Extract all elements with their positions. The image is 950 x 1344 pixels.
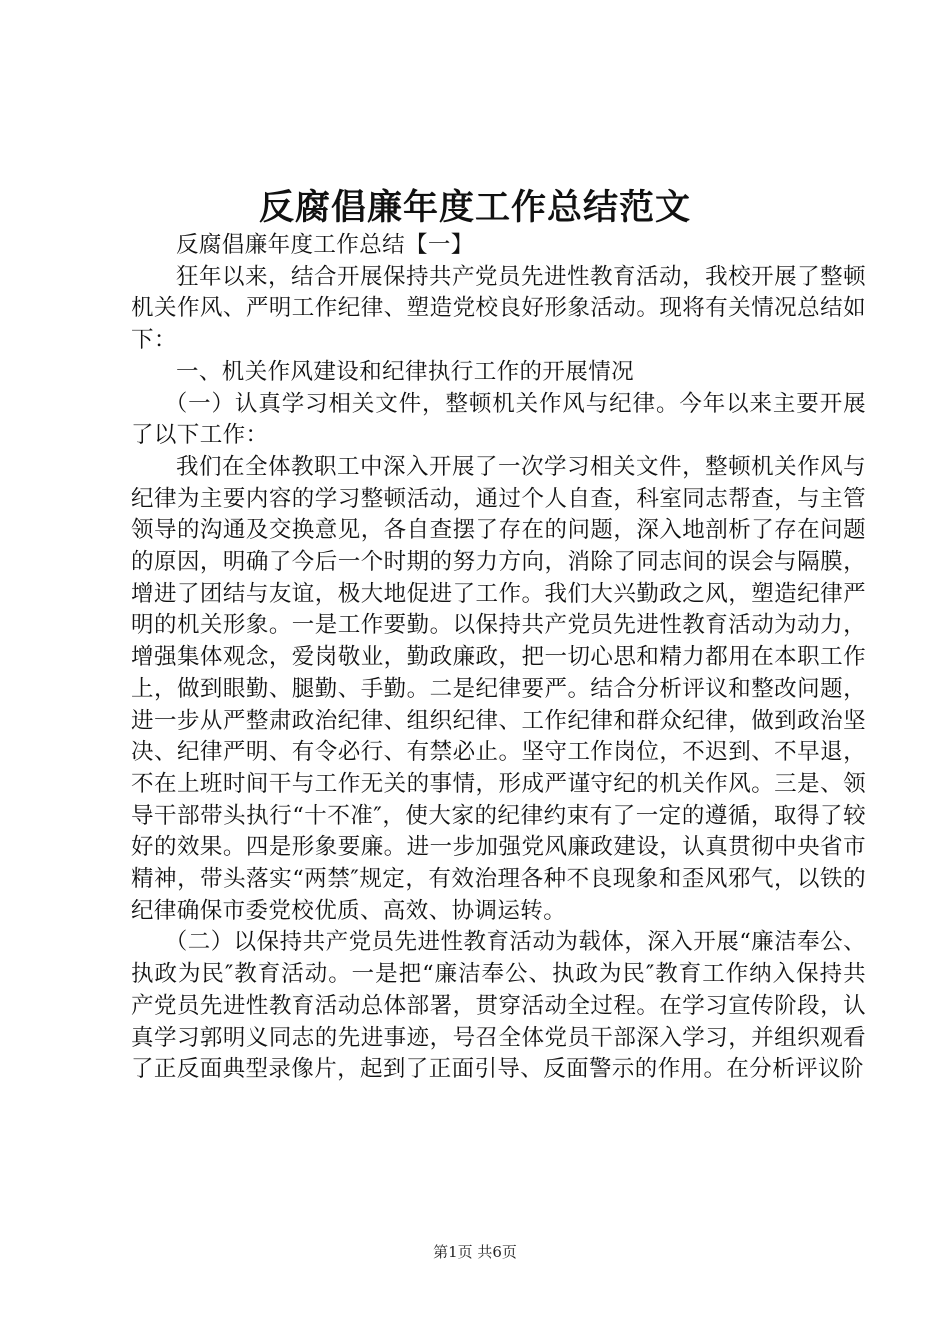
document-title: 反腐倡廉年度工作总结范文 — [258, 187, 691, 228]
subsection-heading: （一）认真学习相关文件，整顿机关作风与纪律。今年以来主要开展了以下工作： — [131, 390, 866, 449]
section-heading: 反腐倡廉年度工作总结【一】 — [176, 232, 474, 258]
intro-paragraph: 狂年以来，结合开展保持共产党员先进性教育活动，我校开展了整顿机关作风、严明工作纪律、塑造党校良好形象活动。现将有关情况总结如下： — [131, 263, 866, 354]
document-body — [131, 230, 866, 1086]
section-heading: 一、机关作风建设和纪律执行工作的开展情况 — [176, 358, 635, 385]
body-paragraph: 我们在全体教职工中深入开展了一次学习相关文件，整顿机关作风与纪律为主要内容的学习整顿活动，通过个人自查，科室同志帮查，与主管领导的沟通及交换意见，各自查摆了存在的问题，深入地剖析了存在问题的原因，明确了今后一个时期的努力方向，消除了同志间的误会与隔膜，增进了团结与友谊，极大地促进了工作。我们大兴勤政之风，塑造纪律严明的机关形象。一是工作要勤。以保持共产党员先进性教育活动为动力，增强集体观念，爱岗敬业，勤政廉政，把一切心思和精力都用在本职工作上，做到眼勤、腿勤、手勤。二是纪律要严。结合分析评议和整改问题，进一步从严整肃政治纪律、组织纪律、工作纪律和群众纪律，做到政治坚决、纪律严明、有令必行、有禁必止。坚守工作岗位，不迟到、不早退，不在上班时间干与工作无关的事情，形成严谨守纪的机关作风。三是、领导干部带头执行“十不准″，使大家的纪律约束有了一定的遵循，取得了较好的效果。四是形象要廉。进一步加强党风廉政建设，认真贯彻中央省市精神，带头落实“两禁″规定，有效治理各种不良现象和歪风邪气，以铁的纪律确保市委党校优质、高效、协调运转。 — [131, 453, 866, 924]
page-footer: 第1页 共6页 — [433, 1243, 517, 1261]
body-paragraph: （二）以保持共产党员先进性教育活动为载体，深入开展“廉洁奉公、执政为民″教育活动。一是把“廉洁奉公、执政为民″教育工作纳入保持共产党员先进性教育活动总体部署，贯穿活动全过程。在学习宣传阶段，认真学习郭明义同志的先进事迹，号召全体党员干部深入学习，并组织观看了正反面典型录像片，起到了正面引导、反面警示的作用。在分析评议阶 — [131, 929, 866, 1083]
